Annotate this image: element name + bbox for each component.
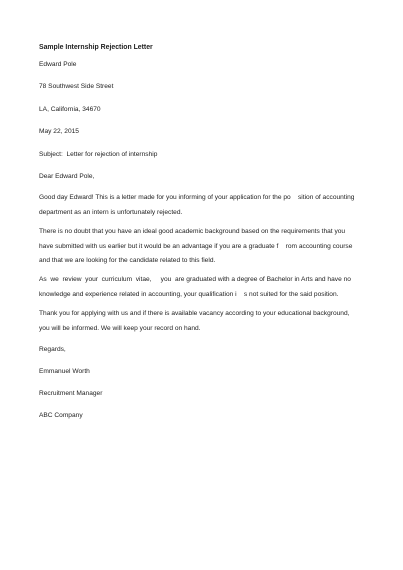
paragraph-3 — [39, 273, 359, 302]
paragraph-2-line-2: have submitted with us earlier but it would be an advantage if you are a graduate f rom accounting course — [39, 242, 353, 250]
company-name: ABC Company — [39, 412, 83, 419]
signer-name: Emmanuel Worth — [39, 368, 90, 375]
paragraph-4 — [39, 307, 359, 336]
letter-title: Sample Internship Rejection Letter — [39, 44, 153, 51]
paragraph-1-line-2: department as an intern is unfortunately rejected. — [39, 208, 183, 216]
paragraph-2 — [39, 225, 359, 269]
paragraph-1 — [39, 191, 359, 220]
letter-closing: Regards, — [39, 346, 66, 353]
paragraph-2-line-1: There is no doubt that you have an ideal good academic background based on the requirements that you — [39, 228, 346, 235]
letter-date: May 22, 2015 — [39, 128, 79, 135]
sender-street: 78 Southwest Side Street — [39, 83, 114, 90]
paragraph-1-line-1: Good day Edward! This is a letter made for you informing of your application for the po sition of accounting — [39, 194, 355, 201]
paragraph-3-line-1: As we review your curriculum vitae, you are graduated with a degree of Bachelor in Arts and have no — [39, 276, 351, 283]
paragraph-4-line-2: you will be informed. We will keep your record on hand. — [39, 324, 201, 332]
sender-city: LA, California, 34670 — [39, 106, 101, 113]
sender-name: Edward Pole — [39, 61, 77, 68]
signer-title: Recruitment Manager — [39, 390, 103, 397]
letter-salutation: Dear Edward Pole, — [39, 173, 95, 180]
paragraph-3-line-2: knowledge and experience related in accounting, your qualification i s not suited for the said position. — [39, 290, 339, 298]
paragraph-2-line-3: and that we are looking for the candidate related to this field. — [39, 257, 216, 265]
paragraph-4-line-1: Thank you for applying with us and if there is available vacancy according to your educational background, — [39, 310, 350, 317]
letter-subject: Subject: Letter for rejection of internship — [39, 151, 158, 158]
